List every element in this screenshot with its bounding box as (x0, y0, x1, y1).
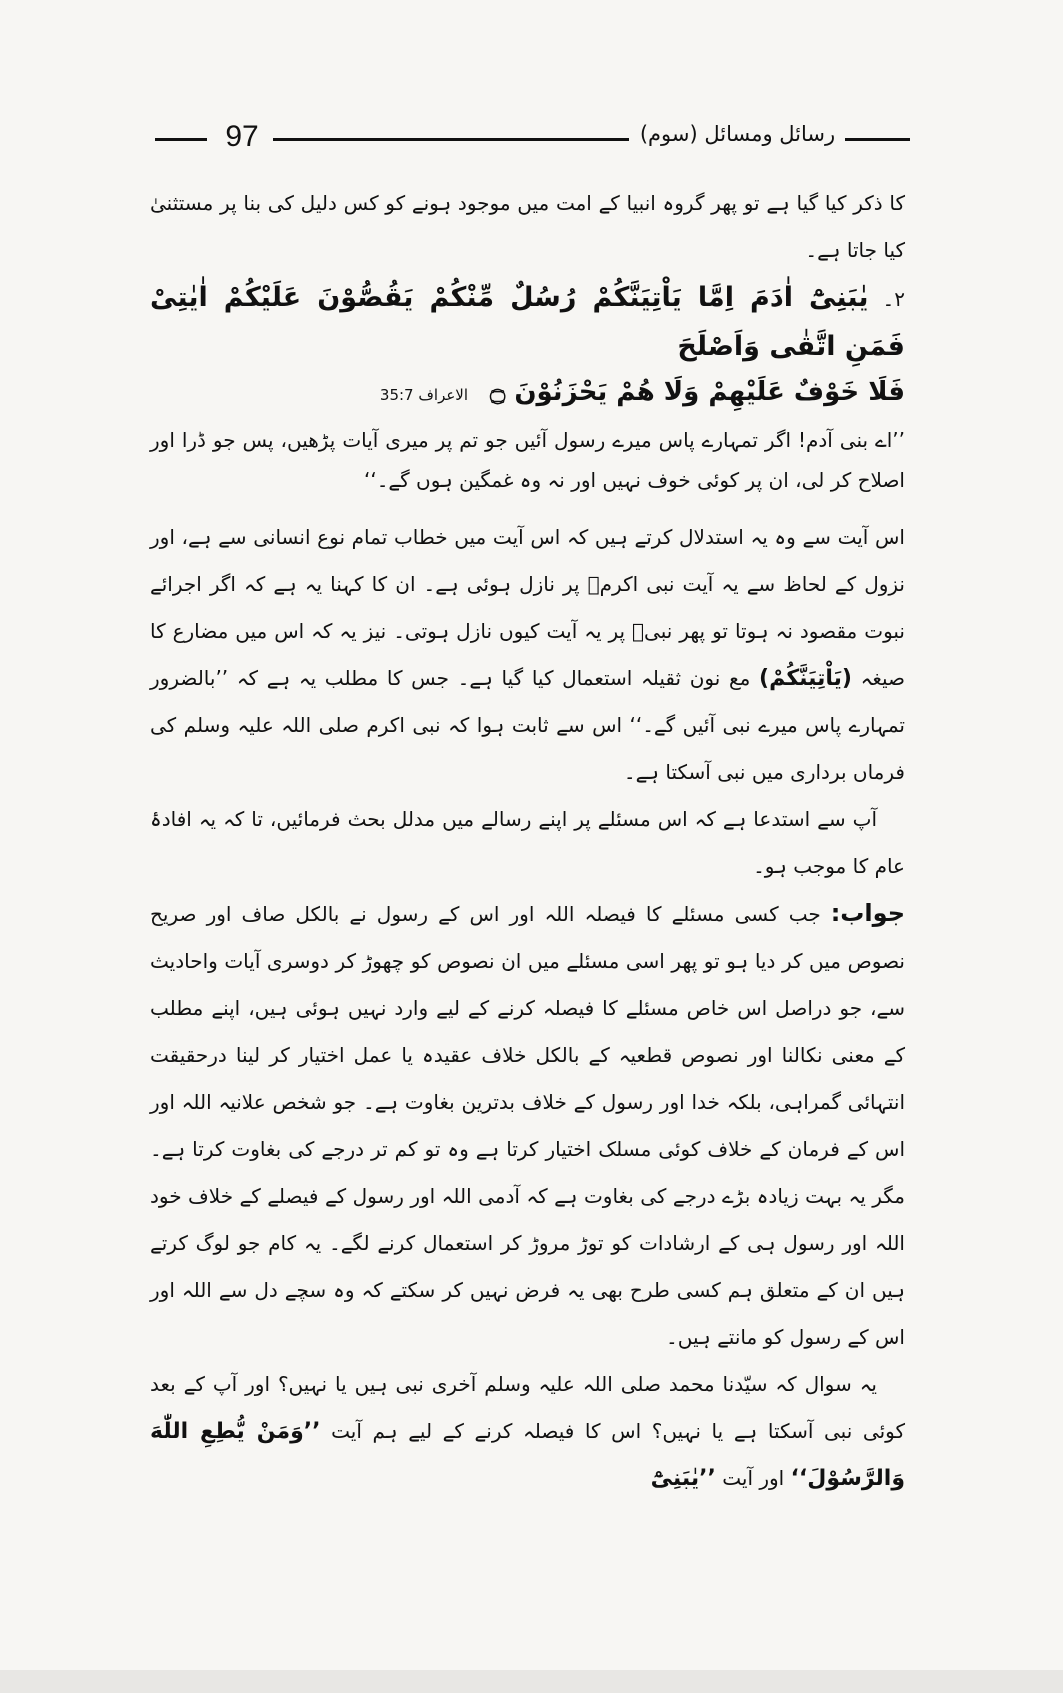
header-rule-middle (273, 138, 629, 141)
verse-reference: الاعراف 35:7 (379, 386, 469, 404)
answer-text: جب کسی مسئلے کا فیصلہ اللہ اور اس کے رسول نے بالکل صاف اور صریح نصوص میں کر دیا ہو تو پھر اسی مسئلے میں ان نصوص کو چھوڑ کر دوسری آیات واحادیث سے، جو دراصل اس خاص مسئلے کا فیصلہ کرنے کے لیے وارد نہیں ہوئی ہیں، اپنے مطلب کے معنی نکالنا اور نصوص قطعیہ کے بالکل خلاف عقیدہ یا عمل اختیار کر لینا درحقیقت انتہائی گمراہی، بلکہ خدا اور رسول کے خلاف بدترین بغاوت ہے۔ جو شخص علانیہ اللہ اور اس کے فرمان کے خلاف کوئی مسلک اختیار کرتا ہے وہ تو کم تر درجے کی بغاوت کرتا ہے۔ مگر یہ بہت زیادہ بڑے درجے کی بغاوت ہے کہ آدمی اللہ اور رسول کے فیصلے کے خلاف خود اللہ اور رسول ہی کے ارشادات کو توڑ مروڑ کر استعمال کرنے لگے۔ یہ کام جو لوگ کرتے ہیں ان کے متعلق ہم کسی طرح بھی یہ فرض نہیں کر سکتے کہ وہ سچے دل سے اللہ اور اس کے رسول کو مانتے ہیں۔ (150, 902, 905, 1349)
page-number: 97 (225, 120, 259, 153)
page-body (150, 180, 905, 1502)
arabic-phrase: ’’وَمَنْ یُّطِعِ اللّٰهَ وَالرَّسُوْلَ‘‘ (150, 1419, 905, 1491)
paragraph-request: آپ سے استدعا ہے کہ اس مسئلے پر اپنے رسالے میں مدلل بحث فرمائیں، تا کہ یہ افادۂ عام کا موجب ہو۔ (150, 807, 905, 878)
header-rule-left (155, 138, 207, 141)
paragraph-argument (150, 514, 905, 796)
running-title: رسائل ومسائل (سوم) (639, 122, 836, 146)
quran-verse (150, 274, 905, 371)
scan-edge (0, 1670, 1063, 1693)
arabic-phrase-end: ’’یٰبَنِیْٓ (650, 1466, 716, 1491)
arabic-word: (یَاْتِیَنَّکُمْ) (759, 666, 852, 691)
page-header (155, 118, 910, 158)
argument-text-rest: مع نون ثقیلہ استعمال کیا گیا ہے۔ جس کا مطلب یہ ہے کہ ’’بالضرور تمہارے پاس میرے نبی آئیں گے۔‘‘ اس سے ثابت ہوا کہ نبی اکرم صلی اللہ علیہ وسلم کی فرماں برداری میں نبی آسکتا ہے۔ (150, 666, 905, 784)
question-text-rest: اور آیت (722, 1466, 785, 1490)
paragraph-answer (150, 890, 905, 1361)
verse-number: ۲۔ (882, 287, 905, 311)
question-text: یہ سوال کہ سیّدنا محمد صلی اللہ علیہ وسلم آخری نبی ہیں یا نہیں؟ اور آپ کے بعد کوئی نبی آسکتا ہے یا نہیں؟ اس کا فیصلہ کرنے کے لیے ہم آیت (150, 1372, 905, 1443)
verse-translation: ’’اے بنی آدم! اگر تمہارے پاس میرے رسول آئیں جو تم پر میری آیات پڑھیں، پس جو ڈرا اور اصلاح کر لی، ان پر کوئی خوف نہیں اور نہ وہ غمگین ہوں گے۔‘‘ (150, 428, 905, 492)
argument-text: اس آیت سے وہ یہ استدلال کرتے ہیں کہ اس آیت میں خطاب تمام نوع انسانی سے ہے، اور نزول کے لحاظ سے یہ آیت نبی اکرمؐ پر نازل ہوئی ہے۔ ان کا کہنا یہ ہے کہ اگر اجرائے نبوت مقصود نہ ہوتا تو پھر نبیؐ پر یہ آیت کیوں نازل ہوتی۔ نیز یہ کہ اس میں مضارع کا صیغہ (150, 525, 905, 690)
paragraph-question (150, 1361, 905, 1502)
paragraph-intro: کا ذکر کیا گیا ہے تو پھر گروہ انبیا کے امت میں موجود ہونے کو کس دلیل کی بنا پر مستثنیٰ کیا جاتا ہے۔ (150, 191, 905, 262)
answer-label: جواب: (830, 899, 905, 927)
header-rule-right (845, 138, 910, 141)
verse-line-2: فَلَا خَوْفٌ عَلَیْهِمْ وَلَا هُمْ یَحْزَنُوْنَ ۝ (490, 377, 905, 407)
quran-verse-continued (150, 371, 905, 416)
verse-line-1: یٰبَنِیْٓ اٰدَمَ اِمَّا یَاْتِیَنَّکُمْ رُسُلٌ مِّنْکُمْ یَقُصُّوْنَ عَلَیْکُمْ اٰیٰتِیْ فَمَنِ اتَّقٰی وَاَصْلَحَ (150, 282, 905, 362)
